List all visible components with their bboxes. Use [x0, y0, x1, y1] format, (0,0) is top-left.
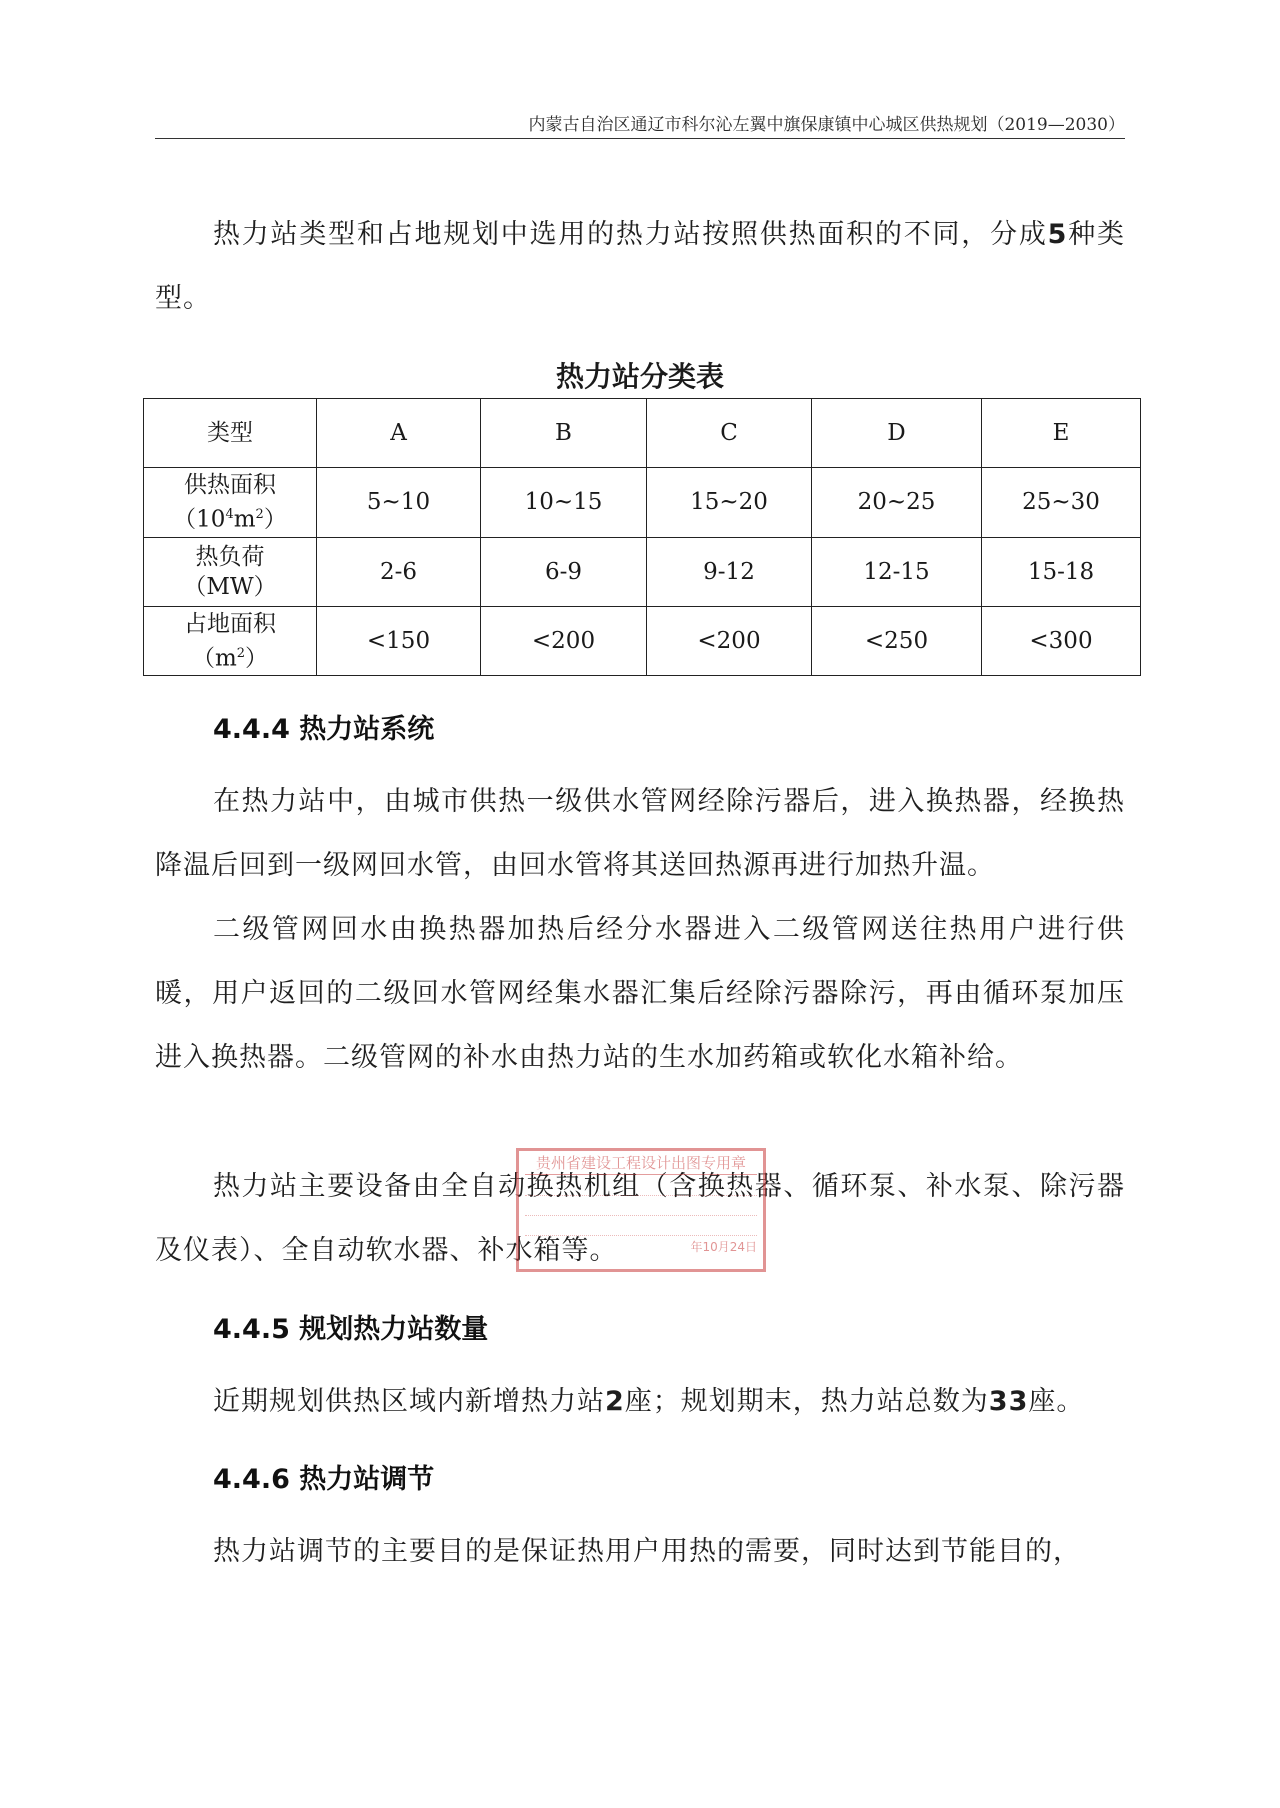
table-header-cell: E: [982, 399, 1141, 468]
intro-paragraph: [155, 203, 1125, 331]
new-station-count: 2: [605, 1386, 625, 1417]
count-text-before: 近期规划供热区域内新增热力站: [213, 1386, 605, 1417]
stamp-line: [525, 1219, 757, 1236]
table-cell: 15~20: [647, 468, 812, 537]
table-cell: 10~15: [481, 468, 647, 537]
table-cell: 6-9: [481, 537, 647, 606]
paragraph-station-count: [155, 1370, 1125, 1434]
section-heading-446: [213, 1457, 434, 1496]
table-cell: <200: [481, 606, 647, 675]
table-cell: <250: [812, 606, 982, 675]
section-number: 4.4.6: [213, 1464, 290, 1495]
table-cell: <300: [982, 606, 1141, 675]
section-title: 规划热力站数量: [299, 1314, 489, 1345]
stamp-title: 贵州省建设工程设计出图专用章: [525, 1155, 757, 1175]
table-row: [144, 606, 1141, 675]
count-text-after: 座。: [1028, 1386, 1085, 1417]
table-title: 热力站分类表: [555, 360, 724, 393]
table-cell: 2-6: [317, 537, 481, 606]
table-header-row: [144, 399, 1141, 468]
intro-text-after: 种类型。: [155, 219, 1125, 314]
station-classification-table: [143, 398, 1141, 676]
section-title: 热力站系统: [299, 714, 435, 745]
table-row: [144, 468, 1141, 537]
intro-type-count: 5: [1047, 219, 1068, 250]
row-label-text: 占地面积: [184, 610, 276, 637]
table-cell: <200: [647, 606, 812, 675]
table-header-cell: C: [647, 399, 812, 468]
row-label-heating-area: [144, 468, 317, 537]
table-cell: 25~30: [982, 468, 1141, 537]
section-title: 热力站调节: [299, 1464, 435, 1495]
row-label-land-area: [144, 606, 317, 675]
table-cell: 15-18: [982, 537, 1141, 606]
running-header: 内蒙古自治区通辽市科尔沁左翼中旗保康镇中心城区供热规划（2019—2030）: [528, 115, 1125, 135]
table-cell: 9-12: [647, 537, 812, 606]
table-cell: 20~25: [812, 468, 982, 537]
section-heading-445: [213, 1307, 488, 1346]
count-text-middle: 座；规划期末，热力站总数为: [624, 1386, 989, 1417]
paragraph-heat-exchange: 在热力站中，由城市供热一级供水管网经除污器后，进入换热器，经换热降温后回到一级网回水管，由回水管将其送回热源再进行加热升温。: [155, 786, 1125, 881]
table-row: [144, 537, 1141, 606]
row-label-text: 供热面积: [184, 472, 276, 499]
header-rule: [155, 138, 1125, 139]
table-header-cell: D: [812, 399, 982, 468]
section-number: 4.4.4: [213, 714, 290, 745]
stamp-date: 年10月24日: [690, 1240, 757, 1254]
section-number: 4.4.5: [213, 1314, 290, 1345]
table-cell: 12-15: [812, 537, 982, 606]
table-header-cell: B: [481, 399, 647, 468]
paragraph-main-equipment: 热力站主要设备由全自动换热机组（含换热器、循环泵、补水泵、除污器及仪表）、全自动软水器、补水箱等。: [155, 1171, 1125, 1266]
paragraph-station-regulation: 热力站调节的主要目的是保证热用户用热的需要，同时达到节能目的，: [213, 1536, 1081, 1567]
table-cell: <150: [317, 606, 481, 675]
section-heading-444: [213, 707, 434, 746]
intro-text-before: 热力站类型和占地规划中选用的热力站按照供热面积的不同，分成: [213, 219, 1048, 250]
stamp-line: [525, 1179, 757, 1196]
row-label-text: 热负荷: [195, 543, 265, 570]
paragraph-secondary-network: 二级管网回水由换热器加热后经分水器进入二级管网送往热用户进行供暖，用户返回的二级回水管网经集水器汇集后经除污器除污，再由循环泵加压进入换热器。二级管网的补水由热力站的生水加药箱或软化水箱补给。: [155, 914, 1125, 1073]
stamp-line: [525, 1199, 757, 1216]
row-unit: $(m^2)$: [191, 645, 269, 672]
table-header-cell: 类型: [144, 399, 317, 468]
total-station-count: 33: [988, 1386, 1029, 1417]
row-label-heat-load: [144, 537, 317, 606]
row-unit: （MW）: [183, 573, 277, 600]
approval-stamp: [516, 1148, 766, 1272]
table-cell: 5~10: [317, 468, 481, 537]
row-unit: $(10^4m^2)$: [173, 506, 287, 533]
table-header-cell: A: [317, 399, 481, 468]
